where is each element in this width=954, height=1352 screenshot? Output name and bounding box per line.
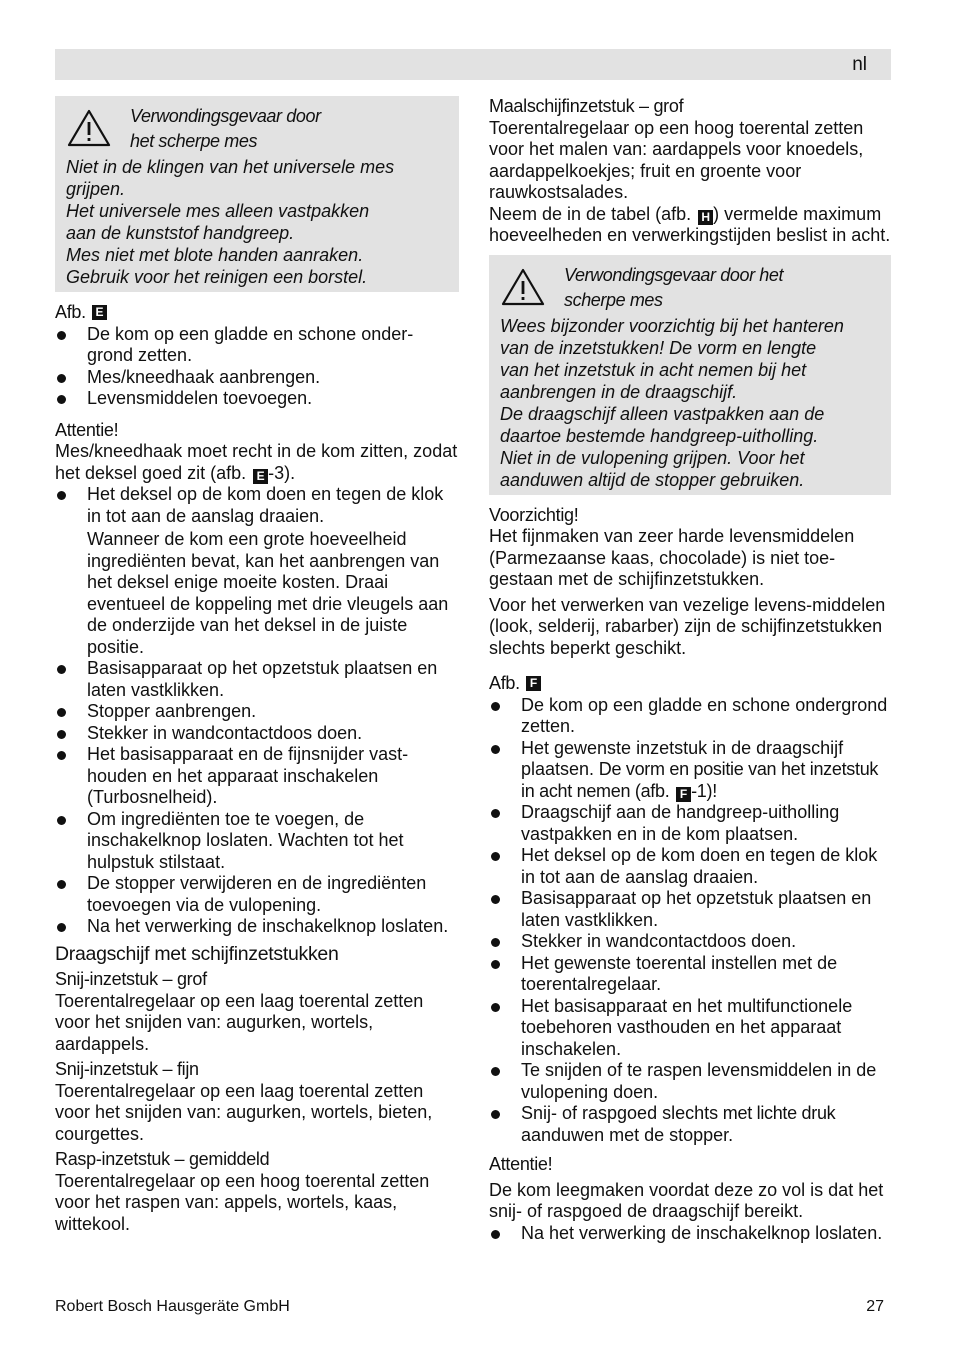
warning-line: Wees bijzonder voorzichtig bij het hanteren <box>500 315 844 336</box>
steps-list-1 <box>55 324 459 410</box>
page-number: 27 <box>866 1298 884 1315</box>
warning-line: De draagschijf alleen vastpakken aan de <box>500 403 825 424</box>
list-item: Om ingrediënten toe te voegen, de inschakelknop loslaten. Wachten tot het hulpstuk stilstaat. <box>55 809 459 874</box>
warning-line: Niet in de klingen van het universele mes <box>66 157 395 177</box>
list-item: Stekker in wandcontactdoos doen. <box>55 723 459 745</box>
list-item-emphasis: met lichte druk <box>718 1103 836 1123</box>
list-item: Levensmiddelen toevoegen. <box>55 388 459 410</box>
list-item: Draagschijf aan de handgreep-uitholling vastpakken en in de kom plaatsen. <box>489 802 891 845</box>
figure-reference <box>55 302 459 324</box>
table-text-part: Neem de in de tabel ( <box>489 203 662 224</box>
table-text-part: ) vermelde maximum hoeveelheden en verwerkingstijden beslist in acht. <box>489 203 891 245</box>
warning-line: daartoe bestemde handgreep-uitholling. <box>500 425 819 446</box>
figure-label: Afb. <box>55 302 86 322</box>
caution-text: Het fijnmaken van zeer harde levensmiddelen (Parmezaanse kaas, chocolade) is niet toe-gestaan met de schijfinzetstukken. <box>489 526 855 589</box>
warning-line: aan de kunststof handgreep. <box>66 223 295 243</box>
list-item <box>489 738 891 803</box>
figure-letter-badge: F <box>526 676 541 691</box>
list-item-text: Het deksel op de kom doen en tegen de klok in tot aan de aanslag draaien. <box>87 484 444 526</box>
warning-title-line-1: Verwondingsgevaar door het <box>564 264 784 285</box>
list-item: Basisapparaat op het opzetstuk plaatsen en laten vastklikken. <box>55 658 459 701</box>
list-item: Het basisapparaat en de fijnsnijder vast-houden en het apparaat inschakelen (Turbosnelheid). <box>55 744 459 809</box>
caution-text: Voor het verwerken van vezelige levens-middelen (look, selderij, rabarber) zijn de schijfinzetstukken slechts beperkt geschikt. <box>489 594 886 658</box>
subsection-text: Toerentalregelaar op een laag toerental zetten voor het snijden van: augurken, wortels, aardappels. <box>55 990 424 1054</box>
list-item <box>489 1103 891 1146</box>
list-item-emphasis: De vorm en positie van het inzetstuk in acht nemen (afb. <box>521 759 879 801</box>
warning-line: Mes niet met blote handen aanraken. <box>66 245 364 265</box>
subsection-title: Snij-inzetstuk – grof <box>55 969 207 989</box>
list-item: De kom op een gladde en schone onder-grond zetten. <box>55 324 459 367</box>
list-item: Basisapparaat op het opzetstuk plaatsen en laten vastklikken. <box>489 888 891 931</box>
list-item: Na het verwerking de inschakelknop loslaten. <box>489 1223 891 1245</box>
list-item: Stekker in wandcontactdoos doen. <box>489 931 891 953</box>
warning-box-inserts <box>489 255 891 495</box>
figure-label: Afb. <box>489 673 520 693</box>
figure-reference <box>489 673 891 695</box>
section-heading: Draagschijf met schijfinzetstukken <box>55 942 339 965</box>
subsection-text: Toerentalregelaar op een laag toerental zetten voor het snijden van: augurken, wortels, bieten, courgettes. <box>55 1080 433 1144</box>
steps-list-3 <box>489 695 891 1147</box>
list-item-text: Snij- of raspgoed slechts <box>521 1103 719 1123</box>
subsection-title: Maalschijfinzetstuk – grof <box>489 96 684 116</box>
warning-triangle-icon <box>500 267 546 307</box>
figure-letter-badge: E <box>92 305 107 320</box>
attention-text-part: Mes/kneedhaak moet recht in de kom zitten, zodat het deksel goed zit (afb. <box>55 441 458 483</box>
table-figure-label: afb. <box>661 203 692 224</box>
list-item: Na het verwerking de inschakelknop loslaten. <box>55 916 459 938</box>
attention-label: Attentie! <box>489 1154 553 1174</box>
list-item: De stopper verwijderen en de ingrediënten toevoegen via de vulopening. <box>55 873 459 916</box>
list-item <box>55 484 459 658</box>
warning-line: aanbrengen in de draagschijf. <box>500 381 738 402</box>
subsection-text: Toerentalregelaar op een hoog toerental zetten voor het raspen van: appels, wortels, kaas, wittekool. <box>55 1170 430 1234</box>
list-item-text: Het gewenste inzetstuk in de draagschijf plaatsen. <box>521 737 844 779</box>
warning-triangle-icon <box>66 108 112 148</box>
footer-company: Robert Bosch Hausgeräte GmbH <box>55 1298 290 1315</box>
list-item: Mes/kneedhaak aanbrengen. <box>55 367 459 389</box>
warning-title-line-2: scherpe mes <box>564 289 663 310</box>
language-code: nl <box>852 54 867 75</box>
steps-list-2 <box>55 484 459 938</box>
warning-title-line-1: Verwondingsgevaar door <box>130 106 321 126</box>
list-item: Het deksel op de kom doen en tegen de klok in tot aan de aanslag draaien. <box>489 845 891 888</box>
warning-box-knife <box>55 96 459 292</box>
list-item: De kom op een gladde en schone ondergrond zetten. <box>489 695 891 738</box>
list-item-emphasis: -1)! <box>691 780 717 801</box>
list-item: Het gewenste toerental instellen met de toerentalregelaar. <box>489 953 891 996</box>
list-item-text: aanduwen met de stopper. <box>521 1124 734 1145</box>
list-item-note: Wanneer de kom een grote hoeveelheid ingrediënten bevat, kan het aanbrengen van het deksel enige moeite kosten. Draai eventueel de koppeling met drie vleugels aan de onderzijde van het deksel in de juiste positie. <box>87 529 449 657</box>
warning-line: Niet in de vulopening grijpen. Voor het <box>500 447 805 468</box>
warning-body <box>66 156 449 288</box>
warning-line: aanduwen altijd de stopper gebruiken. <box>500 469 805 490</box>
left-column <box>55 96 459 1235</box>
warning-line: van de inzetstukken! De vorm en lengte <box>500 337 817 358</box>
subsection-title: Snij-inzetstuk – fijn <box>55 1059 199 1079</box>
figure-letter-badge: F <box>676 787 691 802</box>
list-item: Te snijden of te raspen levensmiddelen in de vulopening doen. <box>489 1060 891 1103</box>
list-item: Stopper aanbrengen. <box>55 701 459 723</box>
language-bar <box>55 49 891 80</box>
attention-text <box>55 441 459 484</box>
list-item: Het basisapparaat en het multifunctionele toebehoren vasthouden en het apparaat inschakelen. <box>489 996 891 1061</box>
steps-list-4 <box>489 1223 891 1245</box>
subsection-text: Toerentalregelaar op een hoog toerental zetten voor het malen van: aardappels voor knoedels, aardappelkoekjes; fruit en groente voor rauwkostsalades. <box>489 117 864 202</box>
warning-line: van het inzetstuk in acht nemen bij het <box>500 359 807 380</box>
warning-body <box>500 315 881 491</box>
figure-letter-badge: E <box>253 469 268 484</box>
attention-text: De kom leegmaken voordat deze zo vol is dat het snij- of raspgoed de draagschijf bereikt. <box>489 1179 884 1221</box>
warning-line: Gebruik voor het reinigen een borstel. <box>66 267 368 287</box>
warning-line: Het universele mes alleen vastpakken <box>66 201 370 221</box>
attention-text-part: -3). <box>268 462 296 483</box>
attention-label: Attentie! <box>55 419 119 440</box>
right-column <box>489 96 891 1244</box>
warning-line: grijpen. <box>66 179 126 199</box>
subsection-title: Rasp-inzetstuk – gemiddeld <box>55 1149 270 1169</box>
table-reference-text <box>489 204 891 247</box>
warning-title-line-2: het scherpe mes <box>130 131 258 151</box>
figure-letter-badge: H <box>698 210 713 225</box>
caution-label: Voorzichtig! <box>489 504 579 525</box>
